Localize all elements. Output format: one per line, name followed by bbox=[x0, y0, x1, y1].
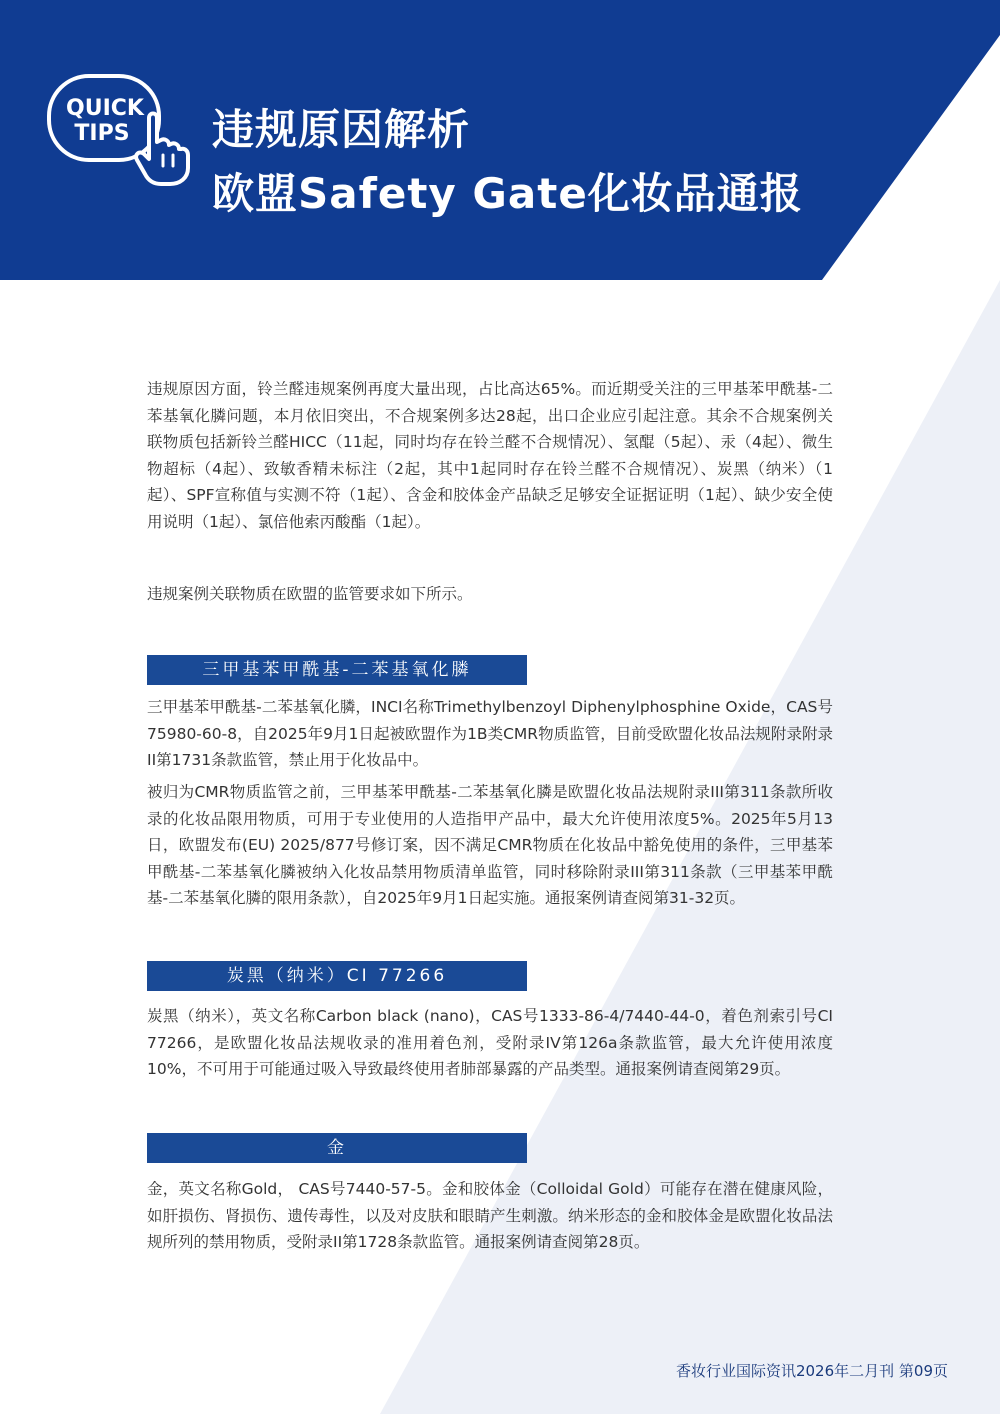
section-heading-tpo: 三甲基苯甲酰基-二苯基氧化膦 bbox=[147, 655, 527, 685]
page-title-line1: 违规原因解析 bbox=[212, 105, 471, 154]
logo-text-tips: TIPS bbox=[74, 121, 130, 146]
section-tpo-paragraph-1: 三甲基苯甲酰基-二苯基氧化膦，INCI名称Trimethylbenzoyl Diphenylphosphine Oxide，CAS号75980-60-8，自2025年9月1日起被欧盟作为1B类CMR物质监管，目前受欧盟化妆品法规附录附录II第1731条款监管，禁止用于化妆品中。 bbox=[147, 698, 833, 769]
section-heading-carbon-black: 炭黑（纳米）CI 77266 bbox=[147, 961, 527, 991]
section-carbon-black-paragraph: 炭黑（纳米），英文名称Carbon black (nano)，CAS号1333-86-4/7440-44-0，着色剂索引号CI 77266，是欧盟化妆品法规收录的准用着色剂，受附录IV第126a条款监管，最大允许使用浓度10%，不可用于可能通过吸入导致最终使用者肺部暴露的产品类型。通报案例请查阅第29页。 bbox=[147, 1007, 833, 1078]
logo-text-quick: QUICK bbox=[66, 96, 144, 121]
page-footer: 香妆行业国际资讯2026年二月刊 第09页 bbox=[675, 1362, 948, 1380]
intro-note: 违规案例关联物质在欧盟的监管要求如下所示。 bbox=[147, 585, 473, 603]
section-gold-paragraph: 金，英文名称Gold， CAS号7440-57-5。金和胶体金（Colloidal Gold）可能存在潜在健康风险，如肝损伤、肾损伤、遗传毒性，以及对皮肤和眼睛产生刺激。纳米形态的金和胶体金是欧盟化妆品法规所列的禁用物质，受附录II第1728条款监管。通报案例请查阅第28页。 bbox=[147, 1180, 833, 1251]
quick-tips-logo bbox=[45, 70, 195, 190]
section-tpo-paragraph-2: 被归为CMR物质监管之前，三甲基苯甲酰基-二苯基氧化膦是欧盟化妆品法规附录III第311条款所收录的化妆品限用物质，可用于专业使用的人造指甲产品中，最大允许使用浓度5%。2025年5月13日，欧盟发布(EU) 2025/877号修订案，因不满足CMR物质在化妆品中豁免使用的条件，三甲基苯甲酰基-二苯基氧化膦被纳入化妆品禁用物质清单监管，同时移除附录III第311条款（三甲基苯甲酰基-二苯基氧化膦的限用条款），自2025年9月1日起实施。通报案例请查阅第31-32页。 bbox=[147, 783, 833, 907]
page-title-line2: 欧盟Safety Gate化妆品通报 bbox=[212, 169, 803, 218]
section-heading-gold: 金 bbox=[147, 1133, 527, 1163]
intro-paragraph: 违规原因方面，铃兰醛违规案例再度大量出现，占比高达65%。而近期受关注的三甲基苯甲酰基-二苯基氧化膦问题，本月依旧突出，不合规案例多达28起，出口企业应引起注意。其余不合规案例关联物质包括新铃兰醛HICC（11起，同时均存在铃兰醛不合规情况）、氢醌（5起）、汞（4起）、微生物超标（4起）、致敏香精未标注（2起，其中1起同时存在铃兰醛不合规情况）、炭黑（纳米）（1起）、SPF宣称值与实测不符（1起）、含金和胶体金产品缺乏足够安全证据证明（1起）、缺少安全使用说明（1起）、氯倍他索丙酸酯（1起）。 bbox=[147, 380, 833, 531]
